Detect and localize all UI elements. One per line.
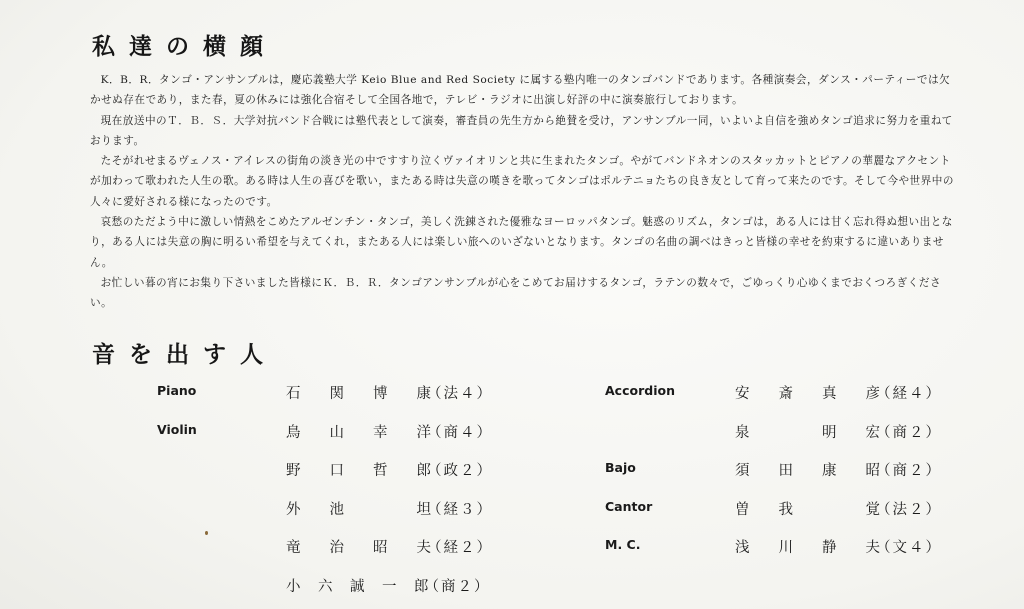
member-name-char: 宏 (865, 424, 880, 441)
member-name (286, 536, 493, 557)
member-name (735, 536, 942, 557)
member-name-char: 六 (318, 578, 333, 595)
paper-speck (205, 531, 208, 535)
member-name-char: 明 (822, 424, 837, 441)
member-name-char: 治 (329, 540, 344, 556)
member-name-char: 斎 (778, 386, 793, 402)
member-name-char: 康 (822, 463, 837, 479)
member-name-char: 小 (286, 578, 301, 595)
member-role: Violin (157, 421, 197, 437)
member-name-char: 哲 (373, 463, 388, 479)
member-name-char: 浅 (735, 540, 750, 556)
member-affiliation: （経４） (876, 386, 942, 402)
member-name-char: 石 (286, 386, 301, 402)
member-affiliation: （文４） (876, 540, 942, 556)
member-name-char: 洋 (416, 424, 431, 441)
member-name-char: 一 (382, 578, 397, 595)
member-name-char: 野 (286, 463, 301, 479)
intro-paragraph: 現在放送中のＴ．Ｂ．Ｓ．大学対抗バンド合戦には塾代表として演奏，審査員の先生方から絶賛を受け，アンサンブル一同，いよいよ自信を強めタンゴ追求に努力を重ねております。 (90, 114, 953, 147)
member-name-char: 田 (778, 463, 793, 479)
member-affiliation: （商４） (427, 424, 493, 441)
section-title-members: 音を出す人 (92, 342, 277, 368)
member-name-char: 郎 (416, 463, 431, 479)
member-name-char: 池 (329, 501, 344, 518)
member-name (286, 498, 493, 519)
member-affiliation: （経２） (427, 540, 493, 556)
member-name-char: 博 (373, 386, 388, 402)
member-role: Cantor (605, 498, 653, 514)
member-name-char: 郎 (414, 578, 429, 595)
member-name-char: 竜 (286, 540, 301, 556)
member-name-char: 我 (778, 501, 793, 518)
member-name (735, 459, 942, 480)
member-affiliation: （法２） (876, 501, 942, 518)
intro-paragraph: 哀愁のただよう中に激しい情熱をこめたアルゼンチン・タンゴ，美しく洗錬された優雅なヨーロッパタンゴ。魅惑のリズム，タンゴは，ある人には甘く忘れ得ぬ想い出となり，ある人には失意の胸に明るい希望を与えてくれ，またある人には楽しい旅へのいざないとなります。タンゴの名曲の調べはきっと皆様の幸せを約束するに違いありません。 (90, 216, 953, 269)
member-name-char: 夫 (416, 540, 431, 556)
member-affiliation: （商２） (876, 463, 942, 479)
member-name-char: 昭 (373, 540, 388, 556)
intro-paragraph: たそがれせまるヴェノス・アイレスの街角の淡き光の中ですすり泣くヴァイオリンと共に生まれたタンゴ。やがてバンドネオンのスタッカットとピアノの華麗なアクセントが加わって歌われた人生の歌。ある時は人生の喜びを歌い，またある時は失意の嘆きを歌ってタンゴはポルテニョたちの良き友として育って来たのです。そして今や世界中の人々に愛好される様になったのです。 (90, 155, 954, 208)
member-role: Piano (157, 383, 197, 398)
member-role: Accordion (605, 383, 675, 398)
member-name-char: 山 (329, 424, 344, 441)
member-affiliation: （商２） (424, 578, 491, 595)
member-name-char: 外 (286, 501, 301, 518)
member-name-char: 安 (735, 386, 750, 402)
intro-paragraph: お忙しい暮の宵にお集り下さいました皆様にＫ．Ｂ．Ｒ．タンゴアンサンブルが心をこめてお届けするタンゴ，ラテンの数々で，ごゆっくり心ゆくまでおくつろぎください。 (90, 276, 942, 310)
member-name-char: 坦 (416, 501, 431, 518)
member-name-char: 彦 (865, 386, 880, 402)
member-name (286, 421, 493, 442)
member-name-char: 須 (735, 463, 750, 479)
member-name-char: 泉 (735, 424, 750, 441)
member-affiliation: （商２） (876, 424, 942, 441)
member-name (735, 498, 942, 519)
intro-paragraph: K．B．R．タンゴ・アンサンブルは，慶応義塾大学 Keio Blue and Red Society に属する塾内唯一のタンゴバンドであります。各種演奏会，ダンス・パーティーでは欠かせぬ存在であり，また春，夏の休みには強化合宿そして全国各地で，テレビ・ラジオに出演し好評の中に演奏旅行しております。 (90, 74, 951, 107)
member-name-char: 覚 (865, 501, 880, 518)
member-name-char: 口 (329, 463, 344, 479)
member-affiliation: （経３） (427, 501, 493, 518)
member-name-char: 昭 (865, 463, 880, 479)
member-name-char: 鳥 (286, 424, 301, 441)
member-name-char: 康 (416, 386, 431, 402)
member-name-char: 静 (822, 540, 837, 556)
member-affiliation: （政２） (427, 463, 493, 479)
member-name (286, 575, 491, 596)
member-name-char: 曽 (735, 501, 750, 518)
member-name-char: 誠 (350, 578, 365, 595)
member-name-char: 川 (778, 540, 793, 556)
member-name (286, 459, 493, 480)
member-affiliation: （法４） (427, 386, 493, 402)
member-name (286, 382, 493, 403)
member-role: M. C. (605, 537, 641, 552)
section-title-profile: 私達の横顔 (92, 34, 277, 60)
member-name-char: 夫 (865, 540, 880, 556)
member-name (735, 382, 942, 403)
intro-text (90, 70, 958, 314)
member-name-char: 関 (329, 386, 344, 402)
member-name (735, 421, 942, 442)
member-name-char: 真 (822, 386, 837, 402)
member-role: Bajo (605, 460, 636, 475)
member-name-char: 幸 (373, 424, 388, 441)
